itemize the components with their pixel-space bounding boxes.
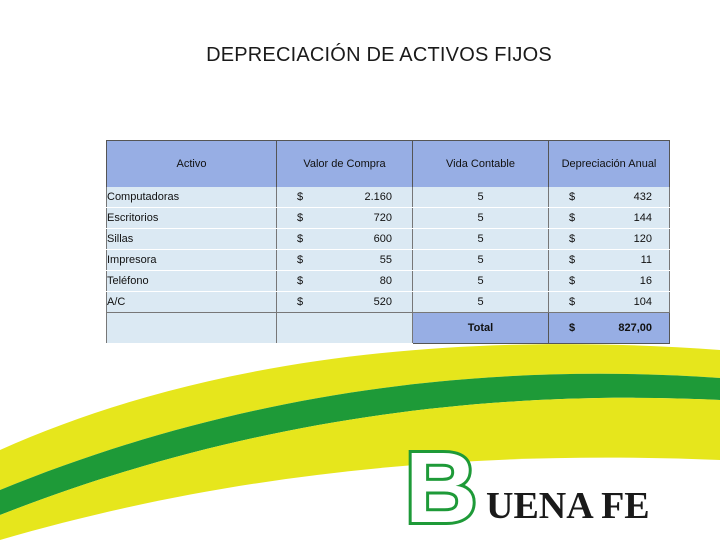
- depreciacion-amount: 120: [633, 233, 652, 245]
- depreciacion-amount: 16: [639, 275, 652, 287]
- cell-activo: Sillas: [107, 229, 277, 250]
- currency-symbol: $: [569, 254, 576, 266]
- depreciacion-amount: 432: [633, 191, 652, 203]
- cell-vida-contable: 5: [413, 292, 549, 313]
- valor-amount: 55: [379, 254, 392, 266]
- valor-amount: 520: [373, 296, 392, 308]
- header-vida-contable: Vida Contable: [413, 141, 549, 188]
- logo-letter-b: B: [405, 432, 478, 540]
- header-depreciacion-anual: Depreciación Anual: [549, 141, 670, 188]
- cell-valor-compra: [277, 187, 413, 208]
- cell-vida-contable: 5: [413, 208, 549, 229]
- valor-amount: 2.160: [364, 191, 392, 203]
- currency-symbol: $: [297, 254, 304, 266]
- header-activo: Activo: [107, 141, 277, 188]
- currency-symbol: $: [569, 296, 576, 308]
- cell-activo: Teléfono: [107, 271, 277, 292]
- cell-depreciacion: [549, 271, 670, 292]
- cell-depreciacion: [549, 250, 670, 271]
- cell-activo: Escritorios: [107, 208, 277, 229]
- cell-vida-contable: 5: [413, 187, 549, 208]
- cell-vida-contable: 5: [413, 271, 549, 292]
- page-title: DEPRECIACIÓN DE ACTIVOS FIJOS: [206, 44, 552, 66]
- currency-symbol: $: [297, 233, 304, 245]
- cell-depreciacion: [549, 229, 670, 250]
- currency-symbol: $: [569, 233, 576, 245]
- table-row: [107, 271, 670, 292]
- cell-activo: Impresora: [107, 250, 277, 271]
- total-value: 827,00: [618, 322, 652, 334]
- currency-symbol: $: [569, 212, 576, 224]
- valor-amount: 600: [373, 233, 392, 245]
- depreciacion-amount: 11: [640, 254, 652, 266]
- brand-banner: [0, 300, 720, 540]
- total-label: Total: [413, 313, 549, 344]
- table-row: [107, 250, 670, 271]
- cell-valor-compra: [277, 208, 413, 229]
- currency-symbol: $: [297, 296, 304, 308]
- currency-symbol: $: [569, 322, 576, 334]
- cell-depreciacion: [549, 187, 670, 208]
- table-row: [107, 187, 670, 208]
- table-header-row: [107, 141, 670, 188]
- depreciacion-amount: 104: [633, 296, 652, 308]
- cell-vida-contable: 5: [413, 250, 549, 271]
- currency-symbol: $: [569, 275, 576, 287]
- currency-symbol: $: [297, 212, 304, 224]
- swoosh-graphic: [0, 300, 720, 540]
- valor-amount: 80: [379, 275, 392, 287]
- depreciacion-amount: 144: [633, 212, 652, 224]
- header-valor-compra: Valor de Compra: [277, 141, 413, 188]
- cell-depreciacion: [549, 208, 670, 229]
- cell-activo: A/C: [107, 292, 277, 313]
- currency-symbol: $: [569, 191, 576, 203]
- table-row: [107, 208, 670, 229]
- cell-valor-compra: [277, 271, 413, 292]
- cell-valor-compra: [277, 229, 413, 250]
- valor-amount: 720: [373, 212, 392, 224]
- logo-text: UENA FE: [486, 485, 650, 527]
- cell-vida-contable: 5: [413, 229, 549, 250]
- currency-symbol: $: [297, 191, 304, 203]
- cell-valor-compra: [277, 250, 413, 271]
- cell-activo: Computadoras: [107, 187, 277, 208]
- currency-symbol: $: [297, 275, 304, 287]
- table-row: [107, 229, 670, 250]
